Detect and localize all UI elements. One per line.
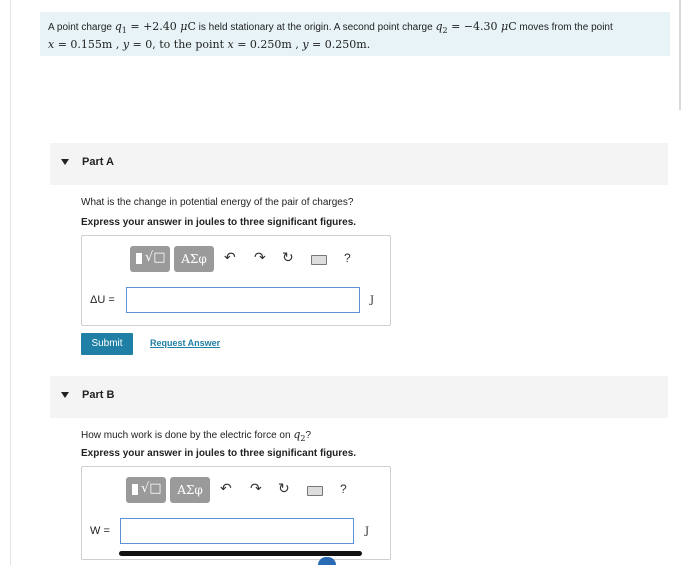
radical-icon: √□ [145,250,166,265]
part-a-question: What is the change in potential energy of the pair of charges? [81,197,354,208]
part-b-header[interactable] [50,376,668,418]
part-b-question: How much work is done by the electric force on $q_2$? [81,428,312,443]
problem-line-1: A point charge $q_1 = +2.40$ μC is held stationary at the origin. A second point charge $q_2 = -4.30$ μC moves from the point [48,20,613,35]
home-indicator-bar [119,551,362,556]
reset-icon[interactable]: ↻ [278,481,290,497]
part-b-unit: J [365,526,370,537]
floating-widget[interactable] [318,557,336,565]
request-answer-link[interactable]: Request Answer [150,338,221,348]
reset-icon[interactable]: ↻ [282,250,294,266]
collapse-triangle-icon[interactable] [61,392,69,398]
undo-icon[interactable]: ↶ [220,481,232,497]
help-icon[interactable]: ? [344,251,351,265]
redo-icon[interactable]: ↷ [250,481,262,497]
problem-line-2: x = 0.155m , y = 0, to the point x = 0.250m , y = 0.250m. [48,38,371,51]
problem-statement [40,12,670,56]
help-icon[interactable]: ? [340,482,347,496]
greek-symbols-button[interactable]: ΑΣφ [174,246,214,272]
radical-icon: √□ [141,481,162,496]
submit-button[interactable]: Submit [81,333,133,355]
part-b-answer-input[interactable] [120,518,354,544]
part-b-title: Part B [82,389,115,401]
template-block-icon [136,253,142,264]
collapse-triangle-icon[interactable] [61,159,69,165]
scrollbar-track[interactable] [679,0,681,110]
keyboard-icon[interactable] [311,255,327,265]
part-a-answer-label: ΔU = [90,294,115,306]
part-b-answer-label: W = [90,525,110,537]
part-a-header[interactable] [50,143,668,185]
greek-symbols-button[interactable]: ΑΣφ [170,477,210,503]
template-block-icon [132,484,138,495]
page-left-border [10,0,11,565]
part-a-answer-box [81,235,391,326]
templates-button[interactable] [126,477,166,503]
part-b-answer-box [81,466,391,560]
part-a-answer-input[interactable] [126,287,360,313]
redo-icon[interactable]: ↷ [254,250,266,266]
part-b-instruction: Express your answer in joules to three significant figures. [81,448,357,459]
undo-icon[interactable]: ↶ [224,250,236,266]
templates-button[interactable] [130,246,170,272]
part-a-unit: J [370,295,375,306]
part-a-title: Part A [82,156,114,168]
keyboard-icon[interactable] [307,486,323,496]
part-a-instruction: Express your answer in joules to three significant figures. [81,217,357,228]
